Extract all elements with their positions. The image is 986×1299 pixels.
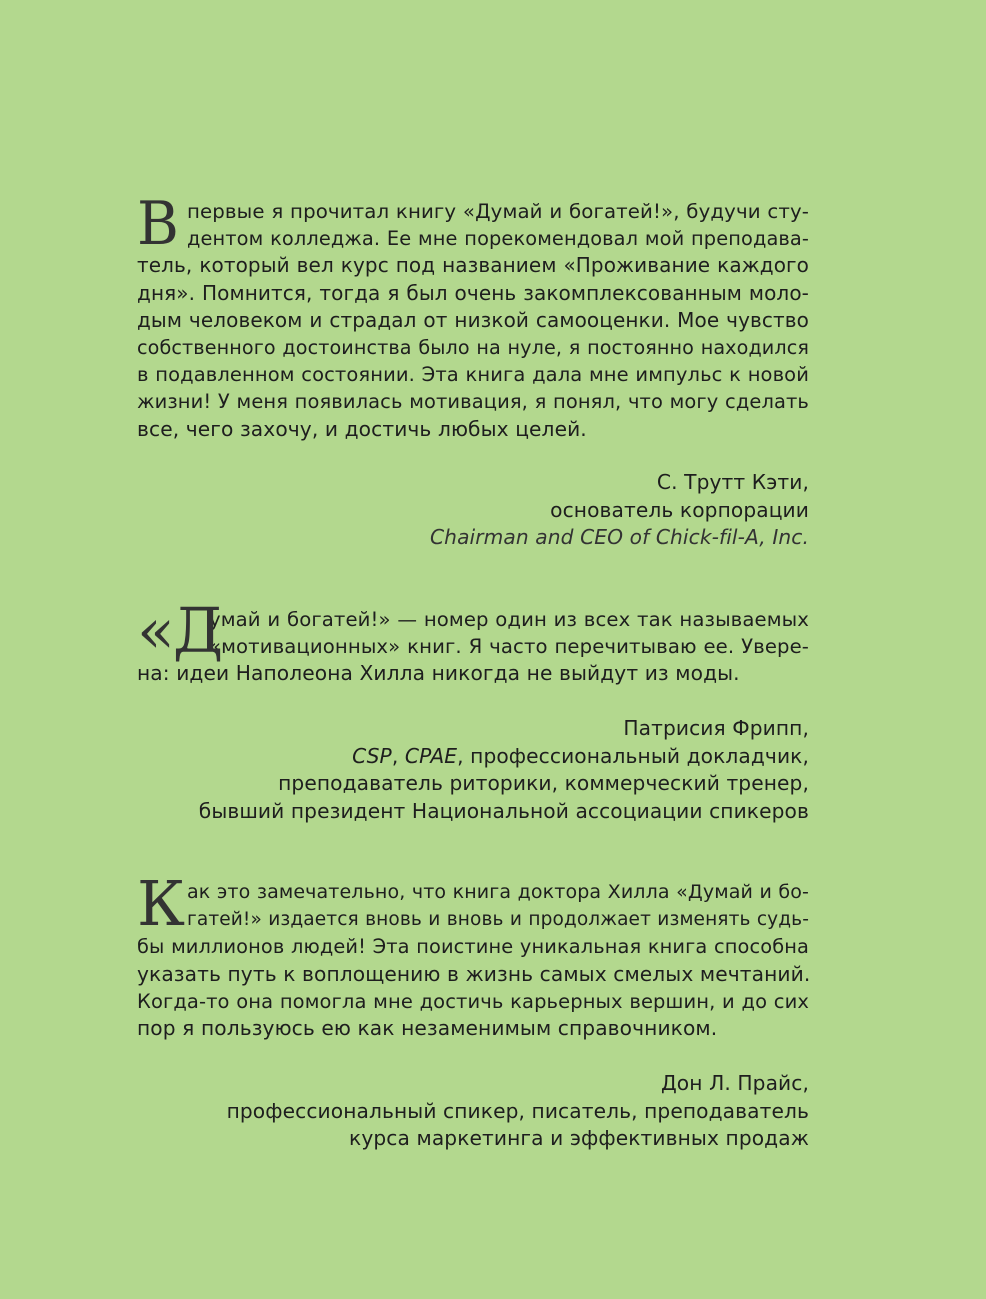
author-role: основатель корпорации [550,497,809,522]
credential-csp: CSP [352,743,392,768]
quote-line: бы миллионов людей! Эта поистине уникальная книга способна [137,935,809,959]
credential-rest: , профессиональный докладчик, [457,743,809,768]
quote-line: дентом колледжа. Ее мне порекомендовал мой преподава- [187,227,809,251]
quote-line: дня». Помнится, тогда я был очень закомплексованным моло- [137,280,809,305]
author-name: Дон Л. Прайс, [660,1071,809,1095]
author-credentials [137,743,809,771]
credential-separator: , [391,743,405,768]
quote-line: дым человеком и страдал от низкой самооценки. Мое чувство [137,307,809,332]
quote-line: «мотивационных» книг. Я часто перечитываю ее. Увере- [209,635,809,659]
quote-line: умай и богатей!» — номер один из всех так называемых [209,608,809,631]
author-name: С. Трутт Кэти, [656,470,809,494]
quote-line: в подавленном состоянии. Эта книга дала мне импульс к новой [137,363,809,387]
author-role-en: Chairman and CEO of Chick-fil-A, Inc. [429,525,809,549]
quote-line: тель, который вел курс под названием «Проживание каждого [137,253,809,278]
quote-line: жизни! У меня появилась мотивация, я понял, что могу сделать [137,390,809,414]
author-name: Патрисия Фрипп, [623,716,809,740]
quote-line: все, чего захочу, и достичь любых целей. [137,416,587,441]
drop-cap: В [137,189,179,259]
author-role: курса маркетинга и эффективных продаж [349,1126,809,1150]
author-role: бывший президент Национальной ассоциации спикеров [198,798,809,823]
quote-line: гатей!» издается вновь и вновь и продолжает изменять судь- [187,909,809,931]
quote-line: ак это замечательно, что книга доктора Хилла «Думай и бо- [187,881,809,903]
attribution-1 [137,469,809,552]
drop-cap: «Д [137,594,222,667]
quote-1 [137,189,809,443]
attribution-3 [137,1070,809,1153]
attribution-2 [137,715,809,825]
credential-cpae: CPAE [404,743,458,768]
quote-3 [137,867,811,1042]
quote-line: первые я прочитал книгу «Думай и богатей!», будучи сту- [187,200,809,223]
quote-line: указать путь к воплощению в жизнь самых смелых мечтаний. [137,961,811,986]
quote-line: Когда-то она помогла мне достичь карьерных вершин, и до сих [137,989,809,1013]
author-role: профессиональный спикер, писатель, преподаватель [226,1098,809,1123]
quote-line: на: идеи Наполеона Хилла никогда не выйдут из моды. [137,661,740,686]
drop-cap: К [137,867,185,940]
quote-line: собственного достоинства было на нуле, я постоянно находился [137,335,809,359]
quote-line: пор я пользуюсь ею как незаменимым справочником. [137,1015,718,1040]
author-role: преподаватель риторики, коммерческий тренер, [278,771,809,795]
quote-2 [137,594,809,688]
